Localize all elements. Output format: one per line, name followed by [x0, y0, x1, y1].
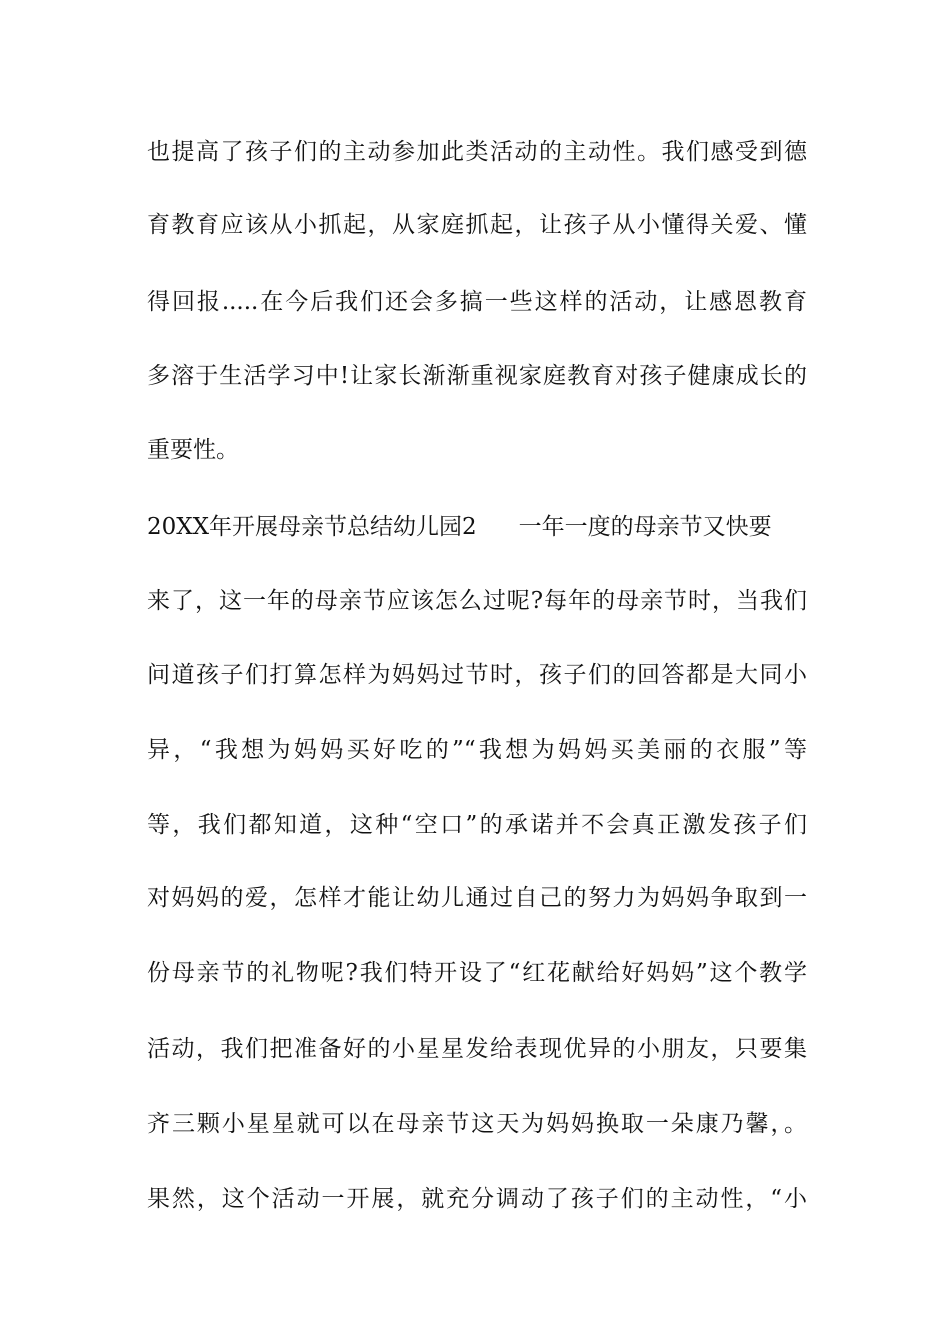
- section-heading-line: [147, 507, 807, 547]
- paragraph-line: 果然，这个活动一开展，就充分调动了孩子们的主动性，“小: [147, 1186, 807, 1212]
- paragraph-line: 得回报.....在今后我们还会多搞一些这样的活动，让感恩教育: [147, 289, 807, 315]
- paragraph-line: 多溶于生活学习中!让家长渐渐重视家庭教育对孩子健康成长的: [147, 363, 807, 389]
- paragraph-line: 等，我们都知道，这种“空口”的承诺并不会真正激发孩子们: [147, 812, 807, 838]
- paragraph-line: 重要性。: [147, 437, 239, 463]
- paragraph-line: 份母亲节的礼物呢?我们特开设了“红花献给好妈妈”这个教学: [147, 960, 807, 986]
- paragraph-line: 也提高了孩子们的主动参加此类活动的主动性。我们感受到德: [147, 139, 807, 165]
- section-heading: 20XX年开展母亲节总结幼儿园2: [147, 514, 477, 540]
- paragraph-line: 育教育应该从小抓起，从家庭抓起，让孩子从小懂得关爱、懂: [147, 212, 807, 238]
- paragraph-line: 齐三颗小星星就可以在母亲节这天为妈妈换取一朵康乃馨，。: [147, 1111, 807, 1137]
- paragraph-line: 异，“我想为妈妈买好吃的”“我想为妈妈买美丽的衣服”等: [147, 737, 807, 763]
- section-lead-text: 一年一度的母亲节又快要: [518, 514, 772, 540]
- paragraph-line: 活动，我们把准备好的小星星发给表现优异的小朋友，只要集: [147, 1036, 807, 1062]
- paragraph-line: 来了，这一年的母亲节应该怎么过呢?每年的母亲节时，当我们: [147, 588, 807, 614]
- paragraph-line: 问道孩子们打算怎样为妈妈过节时，孩子们的回答都是大同小: [147, 662, 807, 688]
- paragraph-line: 对妈妈的爱，怎样才能让幼儿通过自己的努力为妈妈争取到一: [147, 885, 807, 911]
